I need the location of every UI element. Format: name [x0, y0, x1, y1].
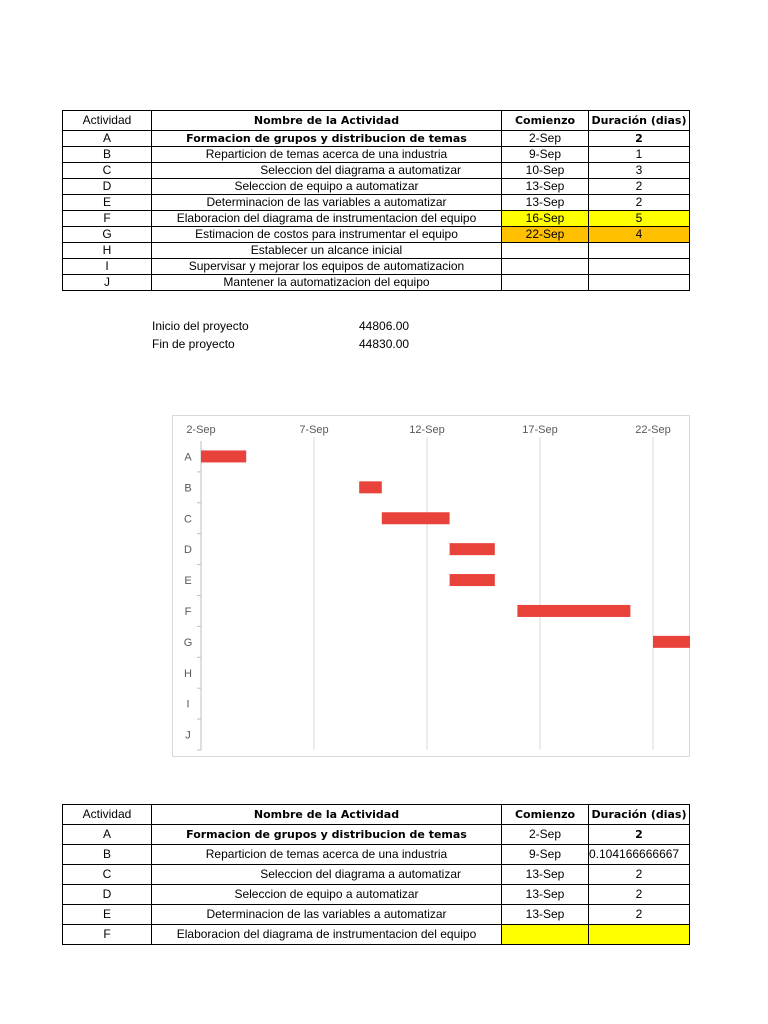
table-row — [63, 825, 690, 845]
cell-start[interactable]: 13-Sep — [502, 865, 589, 885]
cell-name[interactable]: Supervisar y mejorar los equipos de automatizacion — [152, 259, 502, 275]
gantt-bar-g[interactable] — [653, 636, 690, 648]
table-row — [63, 131, 690, 147]
project-start-value[interactable]: 44806.00 — [359, 319, 410, 333]
table-row — [63, 227, 690, 243]
x-tick-label: 2-Sep — [186, 424, 216, 436]
cell-id[interactable]: D — [63, 885, 152, 905]
cell-duration[interactable]: 2 — [589, 825, 690, 845]
y-tick-label: E — [184, 575, 192, 588]
cell-start[interactable]: 2-Sep — [502, 825, 589, 845]
cell-id[interactable]: F — [63, 925, 152, 945]
cell-id[interactable]: I — [63, 259, 152, 275]
cell-id[interactable]: G — [63, 227, 152, 243]
project-start-label: Inicio del proyecto — [152, 319, 249, 333]
table-row — [63, 195, 690, 211]
x-tick-label: 7-Sep — [299, 424, 329, 436]
x-tick-label: 12-Sep — [409, 424, 445, 436]
chart-frame — [173, 416, 690, 757]
table-row — [63, 275, 690, 291]
table-header-row — [63, 111, 690, 131]
cell-name[interactable]: Formacion de grupos y distribucion de temas — [152, 825, 502, 845]
cell-start-highlighted[interactable]: 16-Sep — [502, 211, 589, 227]
gantt-bar-c[interactable] — [382, 512, 450, 524]
table-row — [63, 179, 690, 195]
cell-start[interactable]: 13-Sep — [502, 179, 589, 195]
cell-id[interactable]: B — [63, 845, 152, 865]
cell-name[interactable]: Seleccion de equipo a automatizar — [152, 885, 502, 905]
cell-duration[interactable]: 1 — [589, 147, 690, 163]
gantt-bar-f[interactable] — [517, 605, 630, 617]
cell-duration[interactable]: 2 — [589, 865, 690, 885]
cell-name[interactable]: Estimacion de costos para instrumentar el equipo — [152, 227, 502, 243]
cell-id[interactable]: F — [63, 211, 152, 227]
gantt-chart[interactable] — [172, 415, 690, 757]
project-end-label: Fin de proyecto — [152, 337, 235, 351]
cell-id[interactable]: C — [63, 865, 152, 885]
cell-start-highlighted[interactable]: 22-Sep — [502, 227, 589, 243]
cell-id[interactable]: B — [63, 147, 152, 163]
table-row — [63, 925, 690, 945]
table-header-row — [63, 805, 690, 825]
y-tick-label: D — [184, 544, 192, 557]
cell-start[interactable]: 9-Sep — [502, 845, 589, 865]
cell-duration[interactable] — [589, 275, 690, 291]
cell-start[interactable]: 13-Sep — [502, 885, 589, 905]
cell-id[interactable]: C — [63, 163, 152, 179]
cell-name[interactable]: Reparticion de temas acerca de una industria — [152, 147, 502, 163]
cell-duration[interactable]: 2 — [589, 131, 690, 147]
cell-name[interactable]: Mantener la automatizacion del equipo — [152, 275, 502, 291]
cell-start[interactable]: 2-Sep — [502, 131, 589, 147]
cell-duration[interactable]: 3 — [589, 163, 690, 179]
cell-name[interactable]: Formacion de grupos y distribucion de temas — [152, 131, 502, 147]
table-row — [63, 163, 690, 179]
cell-id[interactable]: E — [63, 195, 152, 211]
y-tick-label: H — [184, 667, 192, 680]
cell-name[interactable]: Elaboracion del diagrama de instrumentacion del equipo — [152, 925, 502, 945]
header-actividad: Actividad — [63, 805, 152, 825]
cell-start[interactable] — [502, 243, 589, 259]
cell-start[interactable]: 10-Sep — [502, 163, 589, 179]
cell-name[interactable]: Reparticion de temas acerca de una industria — [152, 845, 502, 865]
cell-name[interactable]: Seleccion del diagrama a automatizar — [152, 163, 502, 179]
cell-start[interactable] — [502, 259, 589, 275]
header-nombre: Nombre de la Actividad — [152, 111, 502, 131]
cell-duration-highlighted[interactable]: 5 — [589, 211, 690, 227]
table-row — [63, 211, 690, 227]
project-end-value[interactable]: 44830.00 — [359, 337, 410, 351]
cell-name[interactable]: Establecer un alcance inicial — [152, 243, 502, 259]
header-comienzo: Comienzo — [502, 111, 589, 131]
header-nombre: Nombre de la Actividad — [152, 805, 502, 825]
y-tick-label: I — [186, 698, 190, 711]
cell-duration-highlighted[interactable]: 4 — [589, 227, 690, 243]
header-actividad: Actividad — [63, 111, 152, 131]
cell-id[interactable]: D — [63, 179, 152, 195]
table-row — [63, 259, 690, 275]
cell-id[interactable]: A — [63, 131, 152, 147]
y-tick-label: F — [184, 605, 192, 618]
cell-duration[interactable]: 2 — [589, 195, 690, 211]
cell-duration[interactable]: 2 — [589, 179, 690, 195]
cell-start[interactable]: 9-Sep — [502, 147, 589, 163]
cell-name[interactable]: Elaboracion del diagrama de instrumentacion del equipo — [152, 211, 502, 227]
cell-name[interactable]: Seleccion de equipo a automatizar — [152, 179, 502, 195]
gantt-bar-e[interactable] — [450, 574, 495, 586]
x-tick-label: 22-Sep — [635, 424, 671, 436]
header-duracion: Duración (dias) — [589, 111, 690, 131]
y-tick-label: A — [184, 451, 192, 464]
cell-duration[interactable]: 0.104166666667 — [589, 845, 690, 865]
cell-start[interactable]: 13-Sep — [502, 905, 589, 925]
gantt-bar-b[interactable] — [359, 481, 382, 493]
y-tick-label: C — [184, 513, 192, 526]
activities-table — [62, 110, 690, 291]
cell-duration[interactable]: 2 — [589, 905, 690, 925]
cell-name[interactable]: Determinacion de las variables a automatizar — [152, 195, 502, 211]
header-comienzo: Comienzo — [502, 805, 589, 825]
cell-start-highlighted[interactable] — [502, 925, 589, 945]
y-tick-label: J — [185, 729, 191, 742]
table-row — [63, 845, 690, 865]
x-tick-label: 17-Sep — [522, 424, 558, 436]
table-row — [63, 865, 690, 885]
table-row — [63, 905, 690, 925]
cell-id[interactable]: H — [63, 243, 152, 259]
cell-duration-highlighted[interactable] — [589, 925, 690, 945]
cell-id[interactable]: E — [63, 905, 152, 925]
y-tick-label: B — [184, 482, 192, 495]
cell-duration[interactable]: 2 — [589, 885, 690, 905]
header-duracion: Duración (dias) — [589, 805, 690, 825]
activities-table-2 — [62, 804, 690, 945]
cell-start[interactable]: 13-Sep — [502, 195, 589, 211]
cell-start[interactable] — [502, 275, 589, 291]
cell-duration[interactable] — [589, 243, 690, 259]
cell-id[interactable]: A — [63, 825, 152, 845]
table-row — [63, 885, 690, 905]
cell-id[interactable]: J — [63, 275, 152, 291]
cell-name[interactable]: Determinacion de las variables a automatizar — [152, 905, 502, 925]
table-row — [63, 243, 690, 259]
cell-duration[interactable] — [589, 259, 690, 275]
gantt-bar-a[interactable] — [201, 450, 246, 462]
gantt-chart-svg — [172, 415, 690, 757]
y-tick-label: G — [183, 636, 193, 649]
cell-name[interactable]: Seleccion del diagrama a automatizar — [152, 865, 502, 885]
table-row — [63, 147, 690, 163]
gantt-bar-d[interactable] — [450, 543, 495, 555]
